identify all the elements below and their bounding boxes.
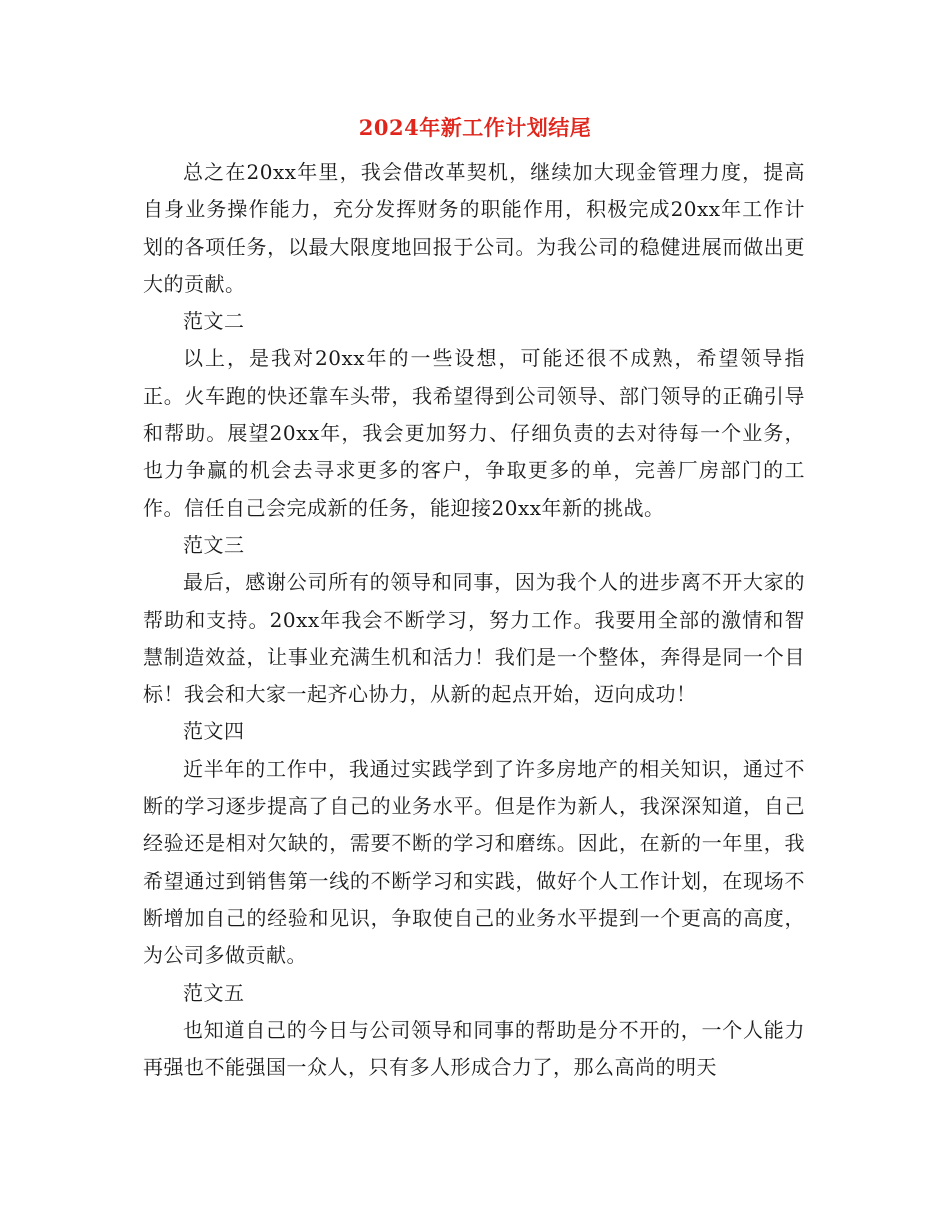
section-heading-3: 范文三 (183, 532, 245, 557)
section-heading-5: 范文五 (183, 980, 245, 1005)
document-body (143, 154, 805, 1086)
paragraph-2: 以上，是我对20xx年的一些设想，可能还很不成熟，希望领导指正。火车跑的快还靠车头带，我希望得到公司领导、部门领导的正确引导和帮助。展望20xx年，我会更加努力、仔细负责的去对待每一个业务，也力争赢的机会去寻求更多的客户，争取更多的单，完善厂房部门的工作。信任自己会完成新的任务，能迎接20xx年新的挑战。 (143, 346, 805, 520)
section-heading-2: 范文二 (183, 309, 245, 334)
paragraph-intro: 总之在20xx年里，我会借改革契机，继续加大现金管理力度，提高自身业务操作能力，充分发挥财务的职能作用，积极完成20xx年工作计划的各项任务，以最大限度地回报于公司。为我公司的稳健进展而做出更大的贡献。 (143, 160, 805, 296)
paragraph-5: 也知道自己的今日与公司领导和同事的帮助是分不开的，一个人能力再强也不能强国一众人，只有多人形成合力了，那么高尚的明天 (143, 1017, 805, 1080)
paragraph-4: 近半年的工作中，我通过实践学到了许多房地产的相关知识，通过不断的学习逐步提高了自己的业务水平。但是作为新人，我深深知道，自己经验还是相对欠缺的，需要不断的学习和磨练。因此，在新的一年里，我希望通过到销售第一线的不断学习和实践，做好个人工作计划，在现场不断增加自己的经验和见识，争取使自己的业务水平提到一个更高的高度，为公司多做贡献。 (143, 756, 805, 968)
section-heading-4: 范文四 (183, 719, 245, 744)
paragraph-3: 最后，感谢公司所有的领导和同事，因为我个人的进步离不开大家的帮助和支持。20xx年我会不断学习，努力工作。我要用全部的激情和智慧制造效益，让事业充满生机和活力！我们是一个整体，奔得是同一个目标！我会和大家一起齐心协力，从新的起点开始，迈向成功！ (143, 570, 805, 707)
document-title: 2024年新工作计划结尾 (358, 115, 592, 140)
